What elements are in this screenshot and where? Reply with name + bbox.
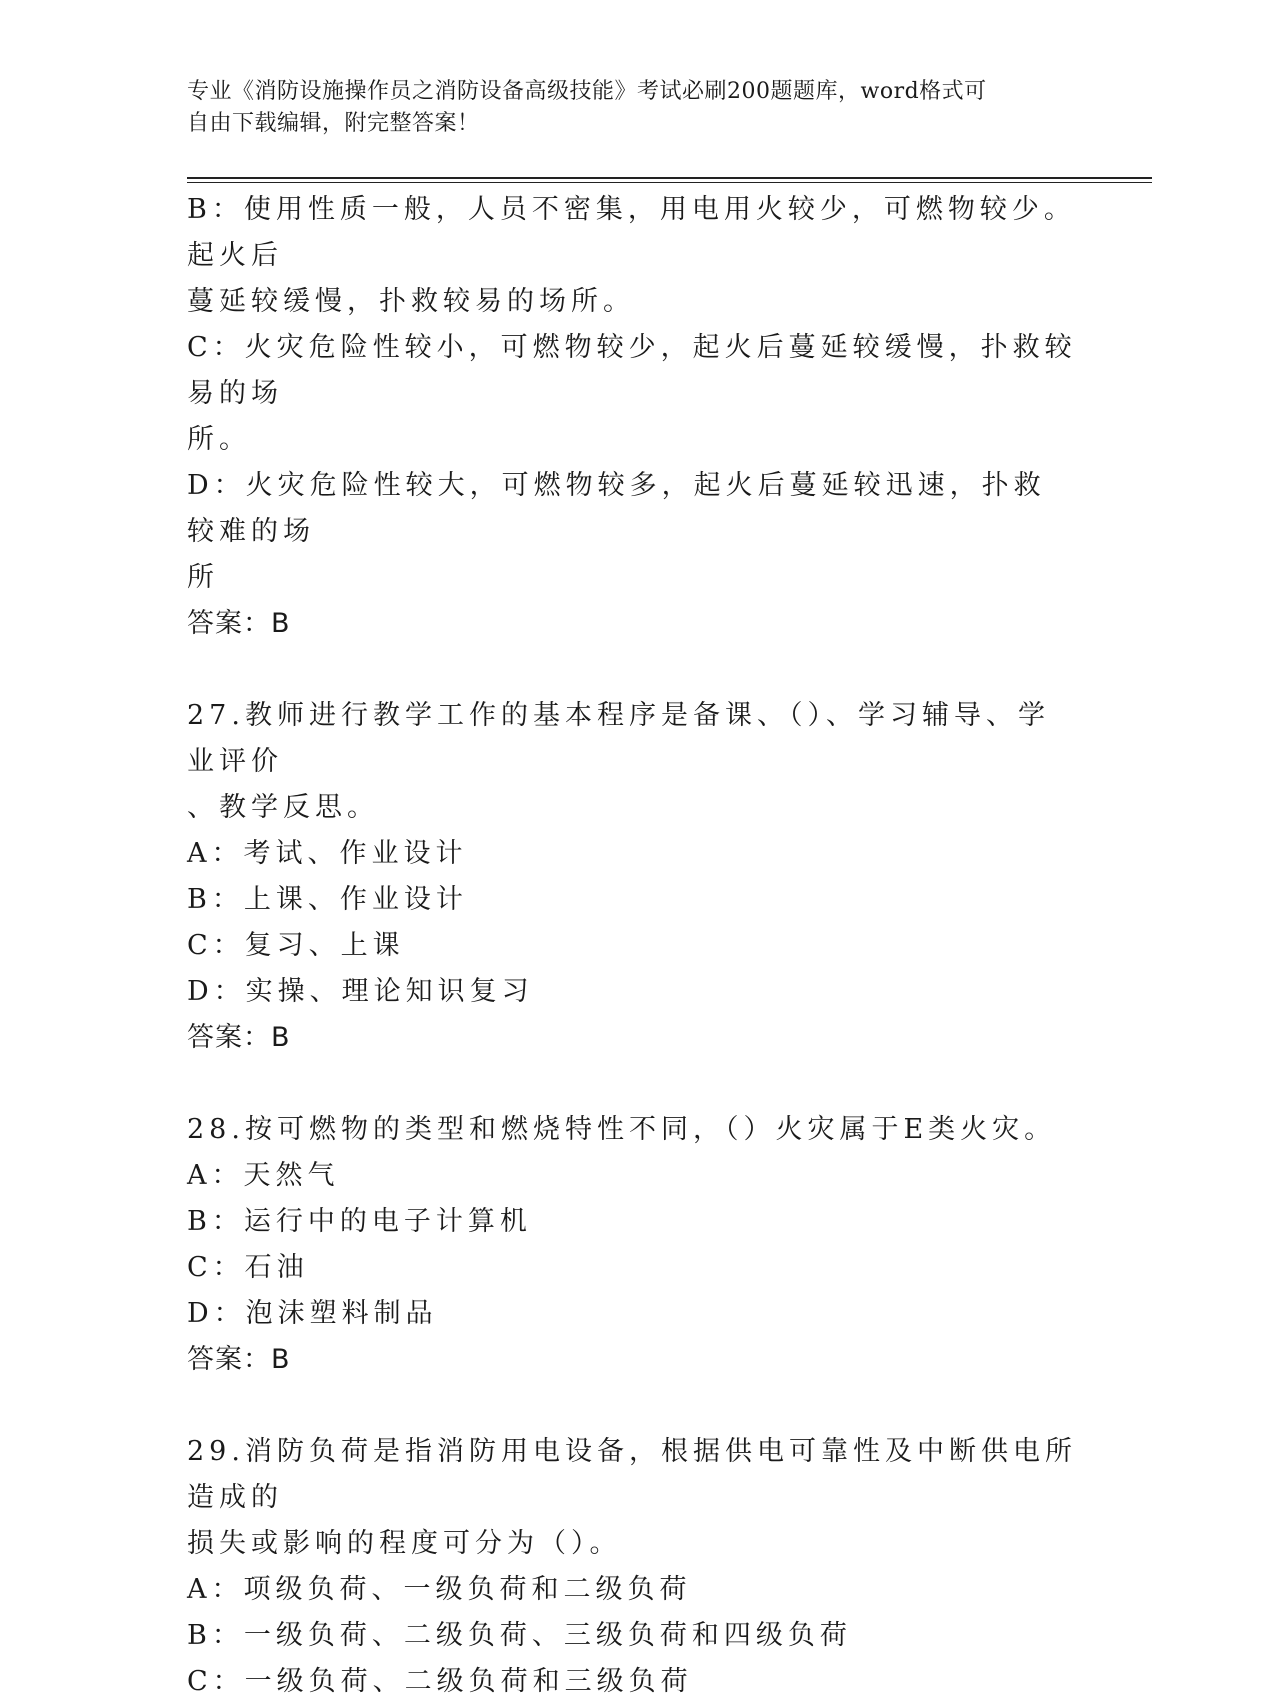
header-title-line-1: 专业《消防设施操作员之消防设备高级技能》考试必刷200题题库，word格式可 xyxy=(187,79,987,104)
option-line: C：火灾危险性较小，可燃物较少，起火后蔓延较缓慢，扑救较易的场 xyxy=(187,332,1077,409)
spacer xyxy=(187,1061,1077,1107)
question-27 xyxy=(187,693,1077,1061)
option-c: C：一级负荷、二级负荷和三级负荷 xyxy=(187,1666,693,1697)
question-stem: 27.教师进行教学工作的基本程序是备课、（）、学习辅导、学业评价 xyxy=(187,700,1050,777)
question-stem: 损失或影响的程度可分为（）。 xyxy=(187,1528,622,1559)
option-a: A：项级负荷、一级负荷和二级负荷 xyxy=(187,1574,692,1605)
spacer xyxy=(187,1383,1077,1429)
page-header xyxy=(187,76,1067,140)
option-c: C：石油 xyxy=(187,1252,309,1283)
option-line: B：使用性质一般，人员不密集，用电用火较少，可燃物较少。起火后 xyxy=(187,194,1076,271)
option-b: B：一级负荷、二级负荷、三级负荷和四级负荷 xyxy=(187,1620,852,1651)
option-b: B：运行中的电子计算机 xyxy=(187,1206,532,1237)
option-line: 所。 xyxy=(187,424,251,455)
question-stem: 29.消防负荷是指消防用电设备，根据供电可靠性及中断供电所造成的 xyxy=(187,1436,1077,1513)
option-line: 所 xyxy=(187,562,219,593)
answer-line: 答案：B xyxy=(187,608,291,639)
option-line: D：火灾危险性较大，可燃物较多，起火后蔓延较迅速，扑救较难的场 xyxy=(187,470,1046,547)
option-d: D：泡沫塑料制品 xyxy=(187,1298,438,1329)
option-a: A：考试、作业设计 xyxy=(187,838,468,869)
answer-line: 答案：B xyxy=(187,1344,291,1375)
question-28 xyxy=(187,1107,1077,1383)
question-stem: 、教学反思。 xyxy=(187,792,379,823)
question-fragment xyxy=(187,187,1077,647)
option-d: D：实操、理论知识复习 xyxy=(187,976,534,1007)
question-stem: 28.按可燃物的类型和燃烧特性不同，（）火灾属于E类火灾。 xyxy=(187,1114,1057,1145)
document-body xyxy=(187,187,1077,1705)
header-divider xyxy=(187,177,1152,183)
header-title-line-2: 自由下载编辑，附完整答案！ xyxy=(187,111,480,136)
option-line: 蔓延较缓慢，扑救较易的场所。 xyxy=(187,286,635,317)
answer-line: 答案：B xyxy=(187,1022,291,1053)
spacer xyxy=(187,647,1077,693)
option-c: C：复习、上课 xyxy=(187,930,405,961)
option-a: A：天然气 xyxy=(187,1160,340,1191)
question-29 xyxy=(187,1429,1077,1705)
option-b: B：上课、作业设计 xyxy=(187,884,468,915)
